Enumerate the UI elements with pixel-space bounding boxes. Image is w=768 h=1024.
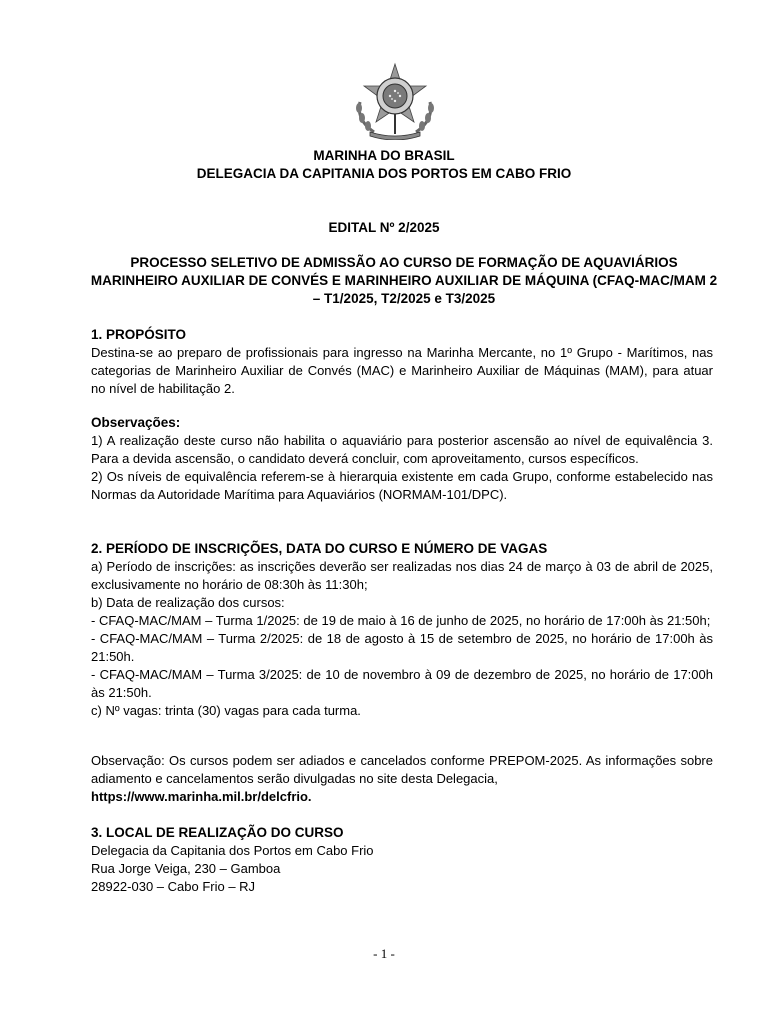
course-note: [91, 752, 713, 806]
observation-item: 1) A realização deste curso não habilita o aquaviário para posterior ascensão ao nível de equivalência 3. Para a devida ascensão, o candidato deverá concluir, com aproveitamento, cursos específicos.: [91, 433, 713, 466]
turma-item: - CFAQ-MAC/MAM – Turma 1/2025: de 19 de maio à 16 de junho de 2025, no horário de 17:00h às 21:50h;: [91, 613, 711, 628]
section-title: 2. PERÍODO DE INSCRIÇÕES, DATA DO CURSO E NÚMERO DE VAGAS: [91, 541, 548, 556]
observations-block: [91, 414, 713, 504]
address-line: 28922-030 – Cabo Frio – RJ: [91, 879, 256, 894]
list-item: b) Data de realização dos cursos:: [91, 595, 285, 610]
section-inscricoes: [91, 540, 713, 720]
section-proposito: [91, 326, 713, 398]
edital-number: EDITAL Nº 2/2025: [328, 220, 440, 235]
list-item: a) Período de inscrições: as inscrições deverão ser realizadas nos dias 24 de março à 03 de abril de 2025, exclusivamente no horário de 08:30h às 11:30h;: [91, 559, 713, 592]
turma-item: - CFAQ-MAC/MAM – Turma 2/2025: de 18 de agosto à 15 de setembro de 2025, no horário de 17:00h às 21:50h.: [91, 631, 713, 664]
organization-unit: DELEGACIA DA CAPITANIA DOS PORTOS EM CABO FRIO: [196, 166, 572, 181]
website-link[interactable]: https://www.marinha.mil.br/delcfrio.: [91, 789, 312, 804]
page-number: - 1 -: [373, 946, 395, 961]
turma-item: - CFAQ-MAC/MAM – Turma 3/2025: de 10 de novembro à 09 de dezembro de 2025, no horário de 17:00h às 21:50h.: [91, 667, 713, 700]
section-title: 1. PROPÓSITO: [91, 327, 187, 342]
coat-of-arms-emblem: [350, 62, 440, 140]
address-line: Rua Jorge Veiga, 230 – Gamboa: [91, 861, 281, 876]
section-body: Destina-se ao preparo de profissionais para ingresso na Marinha Mercante, no 1º Grupo - Marítimos, nas categorias de Marinheiro Auxiliar de Convés (MAC) e Marinheiro Auxiliar de Máquinas (MAM), para atuar no nível de habilitação 2.: [91, 345, 713, 396]
note-text: Observação: Os cursos podem ser adiados e cancelados conforme PREPOM-2025. As informações sobre adiamento e cancelamentos serão divulgadas no site desta Delegacia,: [91, 753, 713, 786]
section-local: [91, 824, 713, 896]
section-title: 3. LOCAL DE REALIZAÇÃO DO CURSO: [91, 825, 344, 840]
observations-title: Observações:: [91, 415, 181, 430]
address-line: Delegacia da Capitania dos Portos em Cabo Frio: [91, 843, 374, 858]
observation-item: 2) Os níveis de equivalência referem-se à hierarquia existente em cada Grupo, conforme estabelecido nas Normas da Autoridade Marítima para Aquaviários (NORMAM-101/DPC).: [91, 469, 713, 502]
list-item: c) Nº vagas: trinta (30) vagas para cada turma.: [91, 703, 361, 718]
organization-name: MARINHA DO BRASIL: [313, 148, 455, 163]
process-title: PROCESSO SELETIVO DE ADMISSÃO AO CURSO DE FORMAÇÃO DE AQUAVIÁRIOS MARINHEIRO AUXILIAR DE CONVÉS E MARINHEIRO AUXILIAR DE MÁQUINA (CFAQ-MAC/MAM 2 – T1/2025, T2/2025 e T3/2025: [90, 255, 718, 306]
